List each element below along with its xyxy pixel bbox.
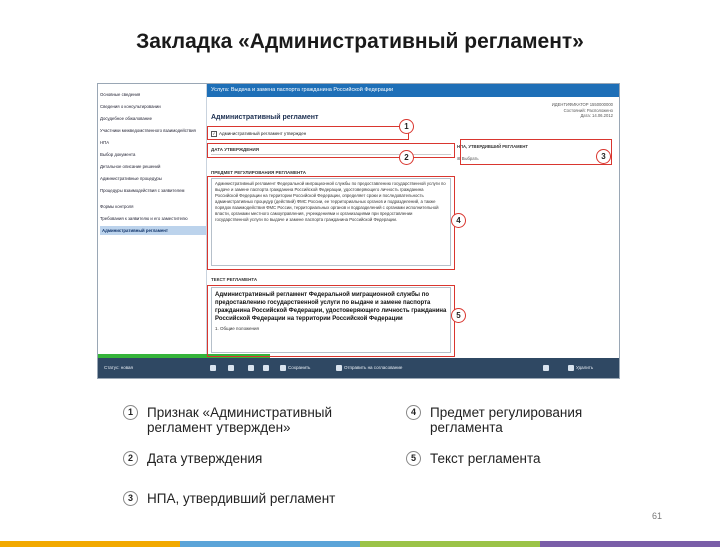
legend-num-5: 5	[406, 451, 421, 466]
doc-meta: ИДЕНТИФИКАТОР 1550000000 Состояний: Расположено Дата: 14.06.2012	[551, 102, 613, 118]
save-label: Сохранить	[288, 365, 311, 370]
highlight-approved	[207, 126, 409, 140]
status-text: Статус: новая	[104, 365, 133, 370]
page-number: 61	[651, 511, 662, 521]
sidebar-item-regulation[interactable]: Административный регламент	[100, 226, 206, 235]
sidebar	[98, 84, 207, 358]
send-button[interactable]	[336, 358, 402, 378]
sidebar-item-npa[interactable]: НПА	[100, 140, 110, 145]
sidebar-item-document[interactable]: Выбор документа	[100, 152, 136, 157]
doc-title: Административный регламент	[211, 114, 319, 121]
callout-4: 4	[451, 213, 466, 228]
subject-textarea[interactable]: Административный регламент Федеральной миграционной службы по предоставлению государственной услуги по выдаче и замене паспорта гражданина Российской Федерации, удостоверяющего личность гражданина Российской Федерации на территории Российской Федерации, определяет сроки и последовательность административных процедур (действий) ФМС России, ее территориальных органов и подразделений, а также порядок взаимодействия ФМС России, территориальных органов и подразделений с органами исполнительной власти, органами местного самоуправления, учреждениями и организациями при предоставлении государственной услуги по выдаче и замене паспорта гражданина Российской Федерации.	[211, 178, 451, 266]
bar-segment-purple	[540, 541, 720, 547]
bar-segment-blue	[180, 541, 360, 547]
npa-pick-label: Выбрать	[461, 156, 479, 161]
delete-label: Удалить	[576, 365, 594, 370]
refresh-icon[interactable]	[543, 358, 551, 378]
sidebar-item-main-info[interactable]: Основные сведения	[100, 92, 141, 97]
delete-button[interactable]	[568, 358, 593, 378]
approved-label: Административный регламент утвержден	[219, 131, 307, 137]
legend-text-1: Признак «Административный регламент утвержден»	[147, 405, 333, 435]
legend-num-3: 3	[123, 491, 138, 506]
decorative-bottom-bar	[0, 534, 720, 540]
save-button[interactable]	[280, 358, 310, 378]
regulation-text-section: 1. Общие положения	[215, 326, 259, 331]
subject-heading: ПРЕДМЕТ РЕГУЛИРОВАНИЯ РЕГЛАМЕНТА	[211, 170, 307, 175]
callout-5: 5	[451, 308, 466, 323]
save-icon	[280, 365, 286, 371]
attach-icon[interactable]	[263, 358, 271, 378]
legend-text-2: Дата утверждения	[147, 451, 263, 466]
legend-num-1: 1	[123, 405, 138, 420]
npa-label: НПА, УТВЕРДИВШИЙ РЕГЛАМЕНТ	[457, 144, 528, 149]
highlight-subject	[207, 176, 455, 270]
service-bar: Услуга: Выдача и замена паспорта гражданина Российской Федерации	[207, 84, 619, 97]
add-icon: ⊞	[457, 156, 462, 161]
legend-num-4: 4	[406, 405, 421, 420]
highlight-date	[207, 143, 455, 158]
sidebar-item-participants[interactable]: Участники межведомственного взаимодействия	[100, 128, 196, 133]
sidebar-item-decisions[interactable]: Детальное описание решений	[100, 164, 161, 169]
approval-date-field[interactable]: ДАТА УТВЕРЖДЕНИЯ	[211, 147, 451, 155]
sidebar-item-interaction[interactable]: Процедуры взаимодействия с заявителем	[100, 188, 185, 193]
legend-text-3: НПА, утвердивший регламент	[147, 491, 336, 506]
slide-title: Закладка «Административный регламент»	[136, 30, 584, 53]
text-heading: ТЕКСТ РЕГЛАМЕНТА	[211, 277, 258, 282]
highlight-npa	[460, 139, 612, 165]
bottom-toolbar	[98, 358, 619, 378]
legend-num-2: 2	[123, 451, 138, 466]
send-label: Отправить на согласование	[344, 365, 403, 370]
sidebar-item-control[interactable]: Формы контроля	[100, 204, 134, 209]
callout-3: 3	[596, 149, 611, 164]
sidebar-item-procedures[interactable]: Административные процедуры	[100, 176, 162, 181]
regulation-text-title: Административный регламент Федеральной миграционной службы по предоставлению государственной услуги по выдаче и замене паспорта гражданина Российской Федерации, удостоверяющего личность гражданина Российской Федерации на территории Российской Федерации	[215, 292, 447, 322]
sidebar-item-consulting[interactable]: Сведения о консультировании	[100, 104, 161, 109]
callout-2: 2	[399, 150, 414, 165]
highlight-text	[207, 285, 455, 357]
monitor-icon[interactable]	[228, 358, 236, 378]
trash-icon	[568, 365, 574, 371]
sidebar-item-requirements[interactable]: Требования к заявителю и его заместителю	[100, 216, 188, 221]
legend-text-4: Предмет регулирования регламента	[430, 405, 583, 435]
print-icon[interactable]	[210, 358, 218, 378]
bar-segment-green	[360, 541, 540, 547]
callout-1: 1	[399, 119, 414, 134]
approved-checkbox[interactable]: ✓	[212, 131, 216, 136]
legend-text-5: Текст регламента	[430, 451, 541, 466]
sidebar-item-appeal[interactable]: Досудебное обжалование	[100, 116, 152, 121]
bar-segment-orange	[0, 541, 180, 547]
send-icon	[336, 365, 342, 371]
document-icon[interactable]	[248, 358, 256, 378]
